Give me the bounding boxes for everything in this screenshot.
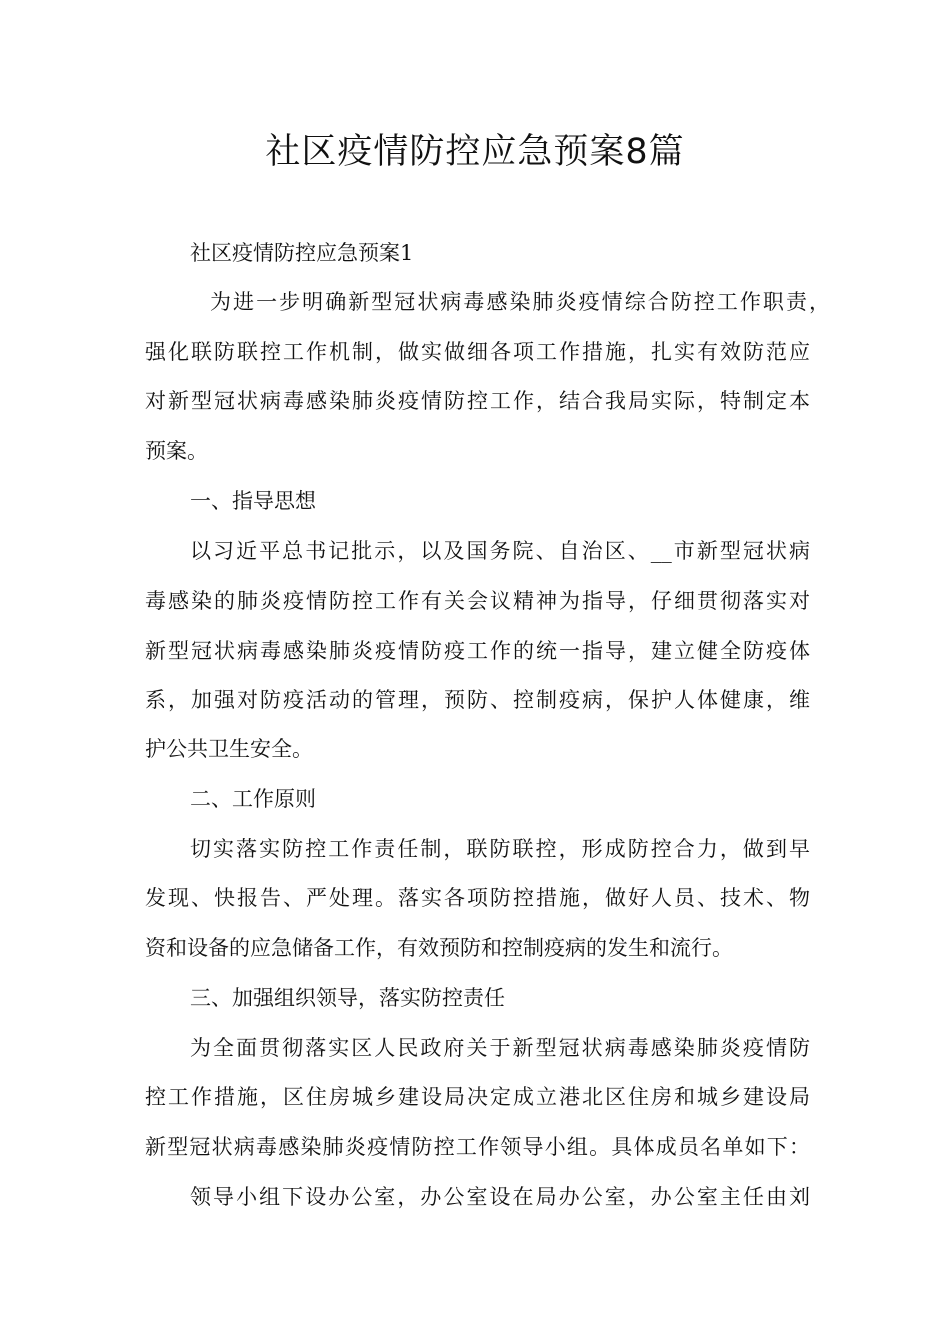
paragraph-line: 领导小组下设办公室，办公室设在局办公室，办公室主任由刘 — [190, 1185, 810, 1209]
paragraph-line: 切实落实防控工作责任制，联防联控，形成防控合力，做到早 — [190, 837, 810, 861]
section-heading-1: 一、指导思想 — [190, 489, 316, 513]
subtitle-plan-1: 社区疫情防控应急预案1 — [190, 241, 414, 265]
section-heading-2: 二、工作原则 — [190, 787, 316, 811]
paragraph-line: 毒感染的肺炎疫情防控工作有关会议精神为指导，仔细贯彻落实对 — [145, 589, 810, 613]
paragraph-line: 为全面贯彻落实区人民政府关于新型冠状病毒感染肺炎疫情防 — [190, 1036, 810, 1060]
document-title: 社区疫情防控应急预案8篇 — [265, 132, 685, 172]
paragraph-line: 控工作措施，区住房城乡建设局决定成立港北区住房和城乡建设局 — [145, 1085, 810, 1109]
paragraph-line: 为进一步明确新型冠状病毒感染肺炎疫情综合防控工作职责， — [210, 290, 830, 314]
paragraph-line: 资和设备的应急储备工作，有效预防和控制疫病的发生和流行。 — [145, 936, 733, 960]
paragraph-line: 预案。 — [145, 439, 208, 463]
paragraph-line: 新型冠状病毒感染肺炎疫情防疫工作的统一指导，建立健全防疫体 — [145, 639, 810, 663]
paragraph-line: 强化联防联控工作机制，做实做细各项工作措施，扎实有效防范应 — [145, 340, 810, 364]
paragraph-line: 对新型冠状病毒感染肺炎疫情防控工作，结合我局实际，特制定本 — [145, 389, 810, 413]
section-heading-3: 三、加强组织领导，落实防控责任 — [190, 986, 505, 1010]
paragraph-line: 系，加强对防疫活动的管理，预防、控制疫病，保护人体健康，维 — [145, 688, 810, 712]
paragraph-line: 以习近平总书记批示，以及国务院、自治区、__市新型冠状病 — [190, 539, 810, 563]
paragraph-line: 护公共卫生安全。 — [145, 737, 313, 761]
paragraph-line: 新型冠状病毒感染肺炎疫情防控工作领导小组。具体成员名单如下： — [145, 1135, 810, 1159]
paragraph-line: 发现、快报告、严处理。落实各项防控措施，做好人员、技术、物 — [145, 886, 810, 910]
